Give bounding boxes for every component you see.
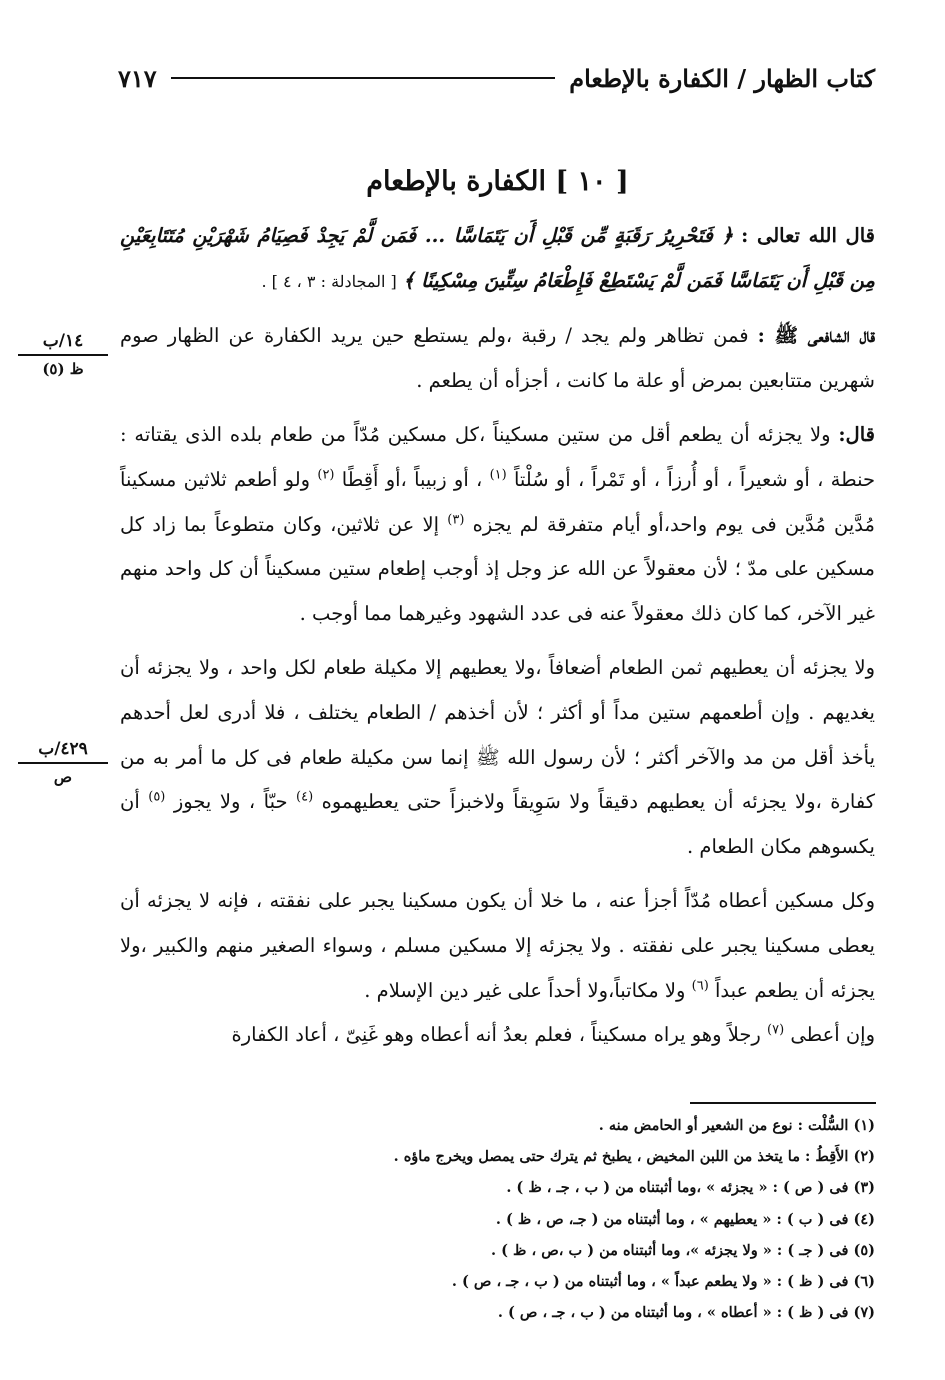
paragraph-4-text-a: وكل مسكين أعطاه مُدّاً أجزأ عنه ، ما خلا أن يكون مسكينا يجبر على نفقته ، فإنه لا يجزئه أن يعطى مسكينا يجبر على نفقته . ولا يجزئه إلا مسكين مسلم ، وسواء الصغير منهم والكبير ،ولا يجزئه أن يطعم عبداً xyxy=(120,889,875,1002)
paragraph-4-text-b: ولا مكاتباً،ولا أحداً على غير دين الإسلام . xyxy=(364,978,686,1002)
verse-paragraph xyxy=(120,214,875,304)
margin-note-2 xyxy=(18,738,108,788)
paragraph-2-text-d: إلا عن ثلاثين، وكان متطوعاً بما زاد كل مسكين على مدّ ؛ لأن معقولاً عن الله عز وجل إذ أوجب إطعام ستين مسكيناً أن كل واحد منهم غير الآخر، كما كان ذلك معقولاً عنه فى عدد الشهود وغيرهما مما أوجب . xyxy=(120,512,875,625)
footnote-2: (٢) الأَقِطُ : ما يتخذ من اللبن المخيض ، يطبخ ثم يترك حتى يمصل ويخرج ماؤه . xyxy=(393,1148,875,1166)
paragraph-5-text-a: وإن أعطى xyxy=(790,1023,875,1047)
footnote-7: (٧) فى ( ظ ) : « أعطاه » ، وما أثبتناه من ( ب ، جـ ، ص ) . xyxy=(497,1304,875,1322)
footnote-6: (٦) فى ( ظ ) : « ولا يطعم عبداً » ، وما أثبتناه من ( ب ، جـ ، ص ) . xyxy=(451,1273,875,1291)
paragraph-2-text-b: ، أو زبيباً ،أو أَقِطًا xyxy=(341,467,483,491)
margin-note-1-folio: ١٤/ب xyxy=(18,330,108,356)
margin-note-2-manuscript: ص xyxy=(53,768,73,786)
paragraph-2-text-a: ولا يجزئه أن يطعم أقل من ستين مسكيناً ،كل مسكين مُدّاً من طعام بلده الذى يقتاته : حنطة ، أو شعيراً ، أو أُرزاً ، أو تَمْراً ، أو سُلْتاً xyxy=(120,423,876,491)
footnote-ref-5[interactable]: (٥) xyxy=(148,789,166,805)
paragraph-2-text-c: ولو أطعم ثلاثين مسكيناً مُدَّين مُدَّين فى يوم واحد،أو أيام متفرقة لم يجزه xyxy=(120,467,875,536)
verse-reference: [ المجادلة : ٣ ، ٤ ] . xyxy=(261,271,397,291)
paragraph-5 xyxy=(120,1013,875,1058)
paragraph-1-text: فمن تظاهر ولم يجد / رقبة ،ولم يستطع حين يريد الكفارة عن الظهار صوم شهرين متتابعين بمرض أو علة ما كانت ، أجزأه أن يطعم . xyxy=(120,324,875,392)
footnote-ref-2[interactable]: (٢) xyxy=(317,467,335,483)
footnote-ref-1[interactable]: (١) xyxy=(489,467,507,483)
footnote-rule xyxy=(690,1102,876,1104)
paragraph-1-lead: قال الشافعى ﷺ : xyxy=(757,324,875,348)
page-number: ٧١٧ xyxy=(118,63,157,93)
paragraph-3-text-a: ولا يجزئه أن يعطيهم ثمن الطعام أضعافاً ،ولا يعطيهم إلا مكيلة طعام لكل واحد ، ولا يجزئه أن يغديهم . وإن أطعمهم ستين مداً أو أكثر ؛ لأن أخذهم / الطعام يختلف ، فلا أدرى لعل أحدهم يأخذ أقل من مد والآخر أكثر ؛ لأن رسول الله ﷺ إنما سن مكيلة طعام فى كل ما أمر به من كفارة ،ولا يجزئه أن يعطيهم دقيقاً ولا سَوِيقاً ولاخبزاً حتى يعطيهموه xyxy=(120,656,876,814)
footnote-ref-7[interactable]: (٧) xyxy=(767,1022,785,1038)
header-rule xyxy=(171,77,556,79)
margin-note-2-folio: ٤٢٩/ب xyxy=(18,738,108,764)
footnote-4: (٤) فى ( ب ) : « يعطيهم » ، وما أثبتناه من ( جـ، ص ، ظ ) . xyxy=(495,1210,875,1228)
running-header-title: كتاب الظهار / الكفارة بالإطعام xyxy=(569,63,875,93)
paragraph-1 xyxy=(120,314,875,403)
paragraph-5-text-b: رجلاً وهو يراه مسكيناً ، فعلم بعدُ أنه أعطاه وهو غَنِىّ ، أعاد الكفارة xyxy=(231,1023,761,1047)
footnotes xyxy=(140,1110,875,1328)
footnote-ref-6[interactable]: (٦) xyxy=(691,978,709,993)
body-text xyxy=(120,214,875,1058)
footnote-ref-4[interactable]: (٤) xyxy=(296,789,314,805)
paragraph-2-lead: قال: xyxy=(838,423,875,447)
footnote-1: (١) السُّلْت : نوع من الشعير أو الحامض منه . xyxy=(598,1117,875,1134)
paragraph-3-text-b: حبّاً ، ولا يجوز xyxy=(173,790,288,814)
margin-note-1 xyxy=(18,330,108,380)
verse-intro: قال الله تعالى : xyxy=(741,224,875,247)
margin-note-1-manuscript: ظ (٥) xyxy=(42,360,84,378)
footnote-ref-3[interactable]: (٣) xyxy=(447,512,465,528)
paragraph-4 xyxy=(120,879,875,1013)
running-header xyxy=(118,58,875,98)
paragraph-3-text-c: أن يكسوهم مكان الطعام . xyxy=(120,790,875,858)
section-heading: [ ١٠ ] الكفارة بالإطعام xyxy=(366,166,629,197)
paragraph-3 xyxy=(120,646,875,869)
paragraph-2 xyxy=(120,413,875,636)
footnote-3: (٣) فى ( ص ) : « يجزئه » ،وما أثبتناه من ( ب ، جـ ، ظ ) . xyxy=(506,1179,875,1197)
quran-verse: ﴿ فَتَحْرِيرُ رَقَبَةٍ مِّن قَبْلِ أَن يَتَمَاسَّا ... فَمَن لَّمْ يَجِدْ فَصِيَامُ شَهْرَيْنِ مُتَتَابِعَيْنِ مِن قَبْلِ أَن يَتَمَاسَّا فَمَن لَّمْ يَسْتَطِعْ فَإِطْعَامُ سِتِّينَ مِسْكِينًا ﴾ xyxy=(120,224,875,292)
footnote-5: (٥) فى ( جـ ) : « ولا يجزئه »، وما أثبتناه من ( ب ،ص ، ظ ) . xyxy=(491,1241,875,1259)
